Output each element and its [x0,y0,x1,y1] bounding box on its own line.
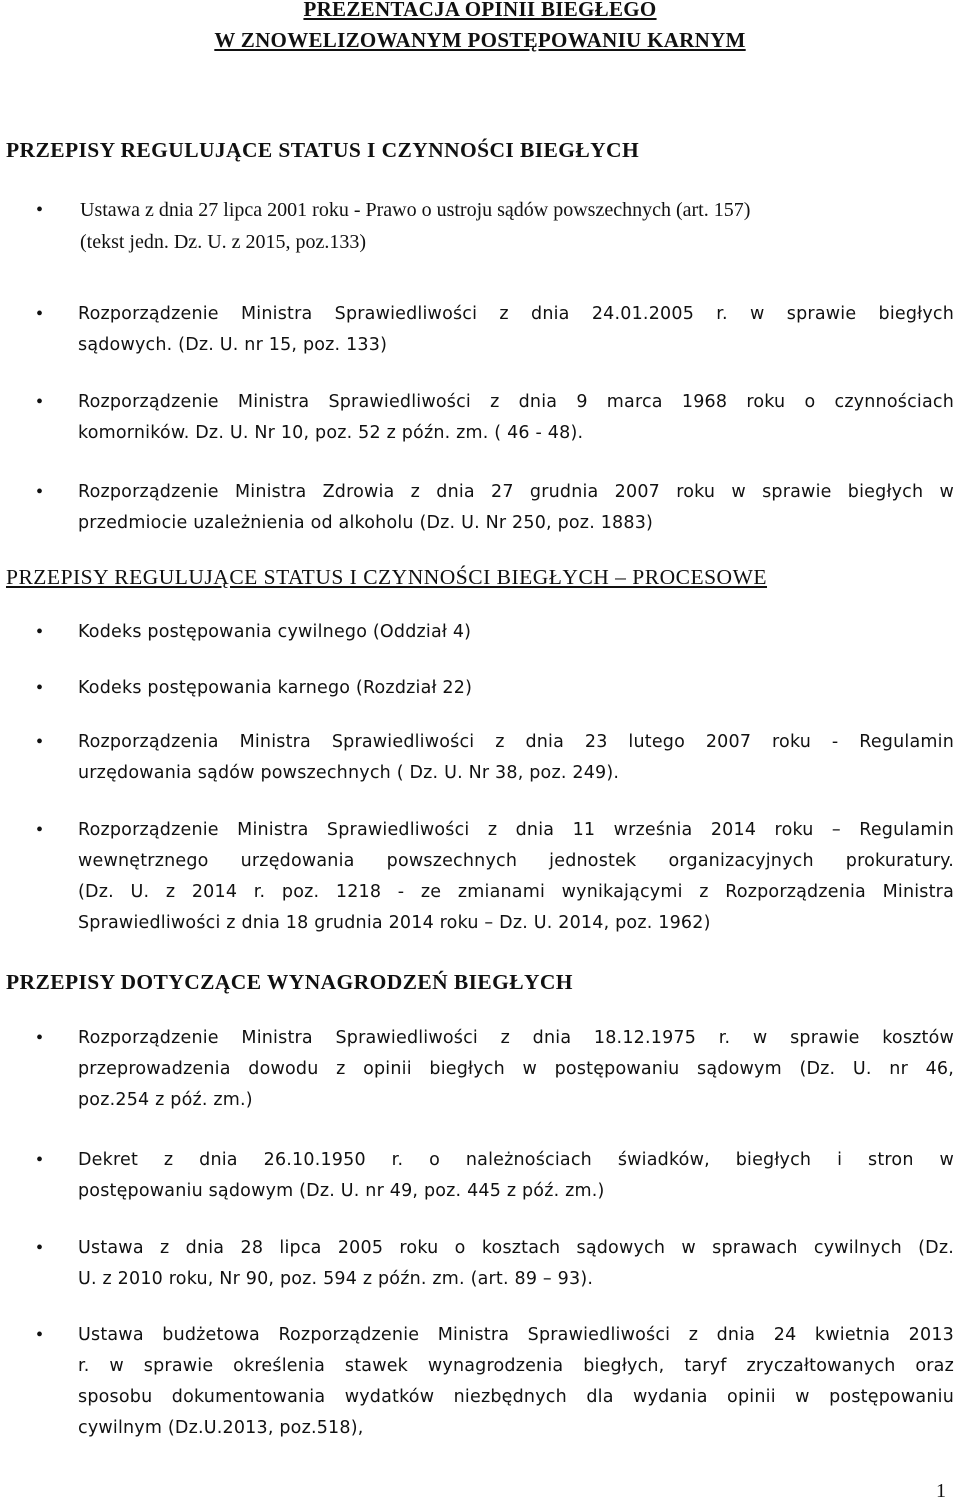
bullet: • [36,1149,44,1171]
bullet: • [36,481,44,503]
item-line: (Dz. U. z 2014 r. poz. 1218 - ze zmianami wynikającymi z Rozporządzenia Ministra [78,882,954,902]
item-line: wewnętrznego urzędowania powszechnych jednostek organizacyjnych prokuratury. [78,851,954,871]
item-line: Ustawa z dnia 28 lipca 2005 roku o kosztach sądowych w sprawach cywilnych (Dz. [78,1238,954,1258]
item-line: komorników. Dz. U. Nr 10, poz. 52 z późn. zm. ( 46 - 48). [78,423,584,443]
item-line: Kodeks postępowania cywilnego (Oddział 4) [78,622,472,642]
item-line: Rozporządzenie Ministra Sprawiedliwości z dnia 18.12.1975 r. w sprawie kosztów [78,1028,954,1048]
document-title [0,0,960,56]
item-line: Dekret z dnia 26.10.1950 r. o należnościach świadków, biegłych i stron w [78,1150,954,1170]
bullet: • [36,621,44,643]
item-line: sądowych. (Dz. U. nr 15, poz. 133) [78,335,388,355]
item-line: Rozporządzenie Ministra Zdrowia z dnia 27 grudnia 2007 roku w sprawie biegłych w [78,482,954,502]
bullet: • [36,1324,44,1346]
item-line: (tekst jedn. Dz. U. z 2015, poz.133) [80,230,367,253]
item-line: przedmiocie uzależnienia od alkoholu (Dz. U. Nr 250, poz. 1883) [78,513,654,533]
item-line: przeprowadzenia dowodu z opinii biegłych w postępowaniu sądowym (Dz. U. nr 46, [78,1059,954,1079]
item-line: sposobu dokumentowania wydatków niezbędnych dla wydania opinii w postępowaniu [78,1387,954,1407]
title-line-2: W ZNOWELIZOWANYM POSTĘPOWANIU KARNYM [214,28,746,52]
section-heading-status: PRZEPISY REGULUJĄCE STATUS I CZYNNOŚCI BIEGŁYCH [6,138,640,162]
bullet: • [36,391,44,413]
title-line-1: PREZENTACJA OPINII BIEGŁEGO [303,0,657,21]
bullet: • [36,819,44,841]
item-line: Ustawa budżetowa Rozporządzenie Ministra Sprawiedliwości z dnia 24 kwietnia 2013 [78,1325,954,1345]
item-line: Rozporządzenie Ministra Sprawiedliwości z dnia 24.01.2005 r. w sprawie biegłych [78,304,954,324]
page-number: 1 [936,1480,946,1502]
item-line: Ustawa z dnia 27 lipca 2001 roku - Prawo o ustroju sądów powszechnych (art. 157) [80,199,751,221]
section-heading-remuneration: PRZEPISY DOTYCZĄCE WYNAGRODZEŃ BIEGŁYCH [6,970,573,994]
bullet: • [36,1237,44,1259]
bullet: • [36,303,44,325]
item-line: cywilnym (Dz.U.2013, poz.518), [78,1418,364,1438]
item-line: r. w sprawie określenia stawek wynagrodzenia biegłych, taryf zryczałtowanych oraz [78,1356,954,1376]
item-line: Rozporządzenia Ministra Sprawiedliwości z dnia 23 lutego 2007 roku - Regulamin [78,732,954,752]
item-line: Rozporządzenie Ministra Sprawiedliwości z dnia 9 marca 1968 roku o czynnościach [78,392,954,412]
item-line: Kodeks postępowania karnego (Rozdział 22) [78,678,473,698]
bullet: • [36,199,44,221]
item-line: urzędowania sądów powszechnych ( Dz. U. Nr 38, poz. 249). [78,763,620,783]
section-heading-procedural: PRZEPISY REGULUJĄCE STATUS I CZYNNOŚCI BIEGŁYCH – PROCESOWE [6,565,768,589]
item-line: Rozporządzenie Ministra Sprawiedliwości z dnia 11 września 2014 roku – Regulamin [78,820,954,840]
item-line: U. z 2010 roku, Nr 90, poz. 594 z późn. zm. (art. 89 – 93). [78,1269,594,1289]
bullet: • [36,1027,44,1049]
item-line: Sprawiedliwości z dnia 18 grudnia 2014 roku – Dz. U. 2014, poz. 1962) [78,913,711,933]
bullet: • [36,677,44,699]
item-line: postępowaniu sądowym (Dz. U. nr 49, poz. 445 z póź. zm.) [78,1181,605,1201]
item-line: poz.254 z póź. zm.) [78,1090,253,1110]
bullet: • [36,731,44,753]
